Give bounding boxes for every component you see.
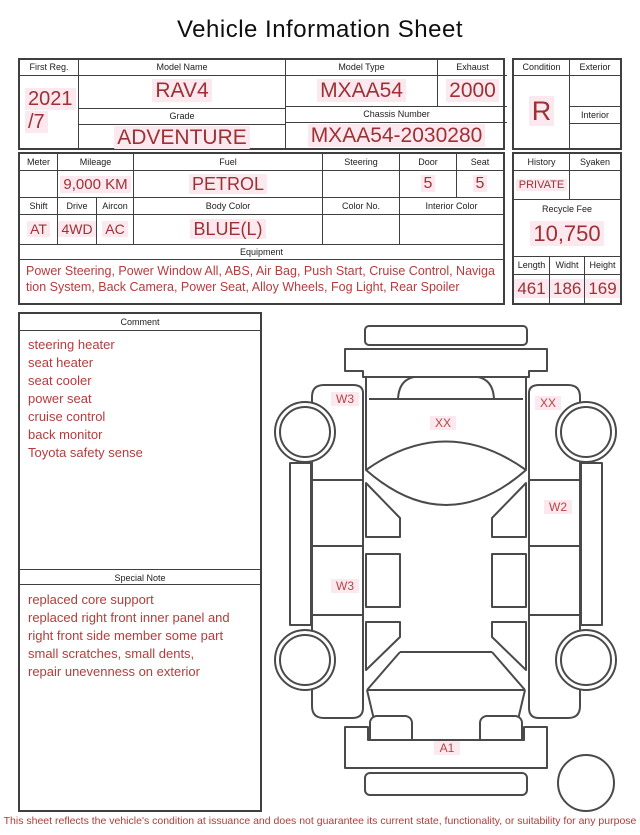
color-no-cell: Color No.	[323, 198, 400, 245]
first-reg-cell	[20, 60, 79, 148]
rear-right-wheel	[556, 630, 616, 690]
drive-cell: Drive 4WD	[58, 198, 97, 245]
diagram-label-bonnet: XX	[434, 416, 452, 430]
left-front-door	[312, 480, 363, 546]
identity-table	[18, 58, 505, 150]
text-line: back monitor	[28, 427, 103, 442]
history-cell: History PRIVATE	[514, 154, 570, 200]
left-quarter-window	[366, 622, 400, 670]
text-line: repair unevenness on exterior	[28, 664, 200, 679]
model-name-label: Model Name	[79, 60, 285, 76]
diagram-label-front-left-fender: W3	[336, 392, 354, 406]
rear-bumper-lower-bar	[365, 773, 527, 795]
right-quarter-window	[492, 622, 526, 670]
exterior-value	[570, 76, 620, 107]
fuel-cell: Fuel PETROL	[134, 154, 323, 198]
model-type-value: MXAA54	[286, 76, 437, 106]
condition-label: Condition	[514, 60, 569, 76]
seat-cell: Seat 5	[457, 154, 503, 198]
exhaust-value: 2000	[438, 76, 507, 106]
diagram-label-rear-left-door: W3	[336, 579, 354, 593]
rear-left-wheel	[275, 630, 335, 690]
diagram-label-front-right-door: W2	[549, 500, 567, 514]
text-line: power seat	[28, 391, 92, 406]
condition-cell	[514, 60, 570, 148]
text-line: right front side member some part	[28, 628, 224, 643]
syaken-cell: Syaken	[570, 154, 620, 200]
condition-value: R	[514, 76, 569, 149]
model-type-label: Model Type	[286, 60, 437, 76]
right-rear-window	[492, 554, 526, 607]
special-note-lines	[20, 585, 260, 810]
dimensions-row	[514, 257, 620, 303]
front-bumper	[345, 349, 547, 377]
interior-label: Interior	[570, 107, 620, 124]
grade-label: Grade	[79, 109, 285, 125]
comment-note-box	[18, 312, 262, 812]
page-title: Vehicle Information Sheet	[176, 16, 463, 43]
car-diagram	[265, 313, 637, 813]
exterior-label: Exterior	[570, 60, 620, 76]
interior-color-cell: Interior Color	[400, 198, 503, 245]
left-headlight-arc	[398, 377, 414, 399]
text-line: cruise control	[28, 409, 106, 424]
right-rear-door	[529, 546, 580, 615]
front-right-wheel	[556, 402, 616, 462]
mileage-cell: Mileage 9,000 KM	[58, 154, 134, 198]
model-name-value: RAV4	[79, 76, 285, 109]
diagram-label-rear-bumper: A1	[439, 741, 455, 755]
right-sill	[581, 463, 602, 625]
exhaust-label: Exhaust	[438, 60, 507, 76]
spare-wheel	[558, 755, 614, 811]
left-sill	[290, 463, 311, 625]
spec-row-b	[20, 198, 503, 245]
meter-cell: Meter	[20, 154, 58, 198]
front-left-wheel	[275, 402, 335, 462]
disclaimer: This sheet reflects the vehicle's condition at issuance and does not guarantee its current state, functionality, or suitability for any purpose	[3, 815, 637, 827]
chassis-cell	[286, 107, 507, 148]
aircon-cell: Aircon AC	[97, 198, 134, 245]
special-note-label: Special Note	[20, 569, 260, 585]
comment-lines	[20, 330, 260, 569]
shift-cell: Shift AT	[20, 198, 58, 245]
body-color-cell: Body Color BLUE(L)	[134, 198, 323, 245]
door-cell: Door 5	[400, 154, 457, 198]
width-cell: Widht 186	[550, 257, 585, 303]
diagram-label-front-right-fender: XX	[539, 396, 557, 410]
text-line: small scratches, small dents,	[28, 646, 195, 661]
history-row	[514, 154, 620, 200]
chassis-value: MXAA54-2030280	[286, 123, 507, 149]
text-line: replaced core support	[28, 592, 154, 607]
text-line: seat cooler	[28, 373, 92, 388]
model-type-cell	[286, 60, 438, 107]
right-headlight-arc	[478, 377, 494, 399]
equipment-label: Equipment	[20, 245, 503, 260]
exterior-interior-column	[570, 60, 620, 148]
text-line: replaced right front inner panel and	[28, 610, 230, 625]
length-cell: Length 461	[514, 257, 550, 303]
front-bumper-upper-bar	[365, 326, 527, 345]
grade-value: ADVENTURE	[79, 125, 285, 151]
text-line: Toyota safety sense	[28, 445, 143, 460]
steering-cell: Steering	[323, 154, 400, 198]
condition-box	[512, 58, 622, 150]
model-grade-column	[79, 60, 286, 148]
spec-table	[18, 152, 505, 305]
text-line: seat heater	[28, 355, 94, 370]
text-line: steering heater	[28, 337, 115, 352]
first-reg-label: First Reg.	[20, 60, 78, 76]
spec-row-a	[20, 154, 503, 198]
left-rear-window	[366, 554, 400, 607]
comment-label: Comment	[20, 314, 260, 331]
chassis-label: Chassis Number	[286, 107, 507, 123]
first-reg-value: 2021 /7	[20, 76, 78, 134]
equipment-value: Power Steering, Power Window All, ABS, Air Bag, Push Start, Cruise Control, Navigation System, Back Camera, Power Seat, Alloy Wheels, Fog Light, Rear Spoiler	[26, 264, 495, 294]
height-cell: Height 169	[585, 257, 620, 303]
recycle-fee-cell: Recycle Fee 10,750	[514, 200, 620, 257]
history-box	[512, 152, 622, 305]
windshield-lens	[366, 442, 526, 506]
exhaust-cell	[438, 60, 507, 107]
